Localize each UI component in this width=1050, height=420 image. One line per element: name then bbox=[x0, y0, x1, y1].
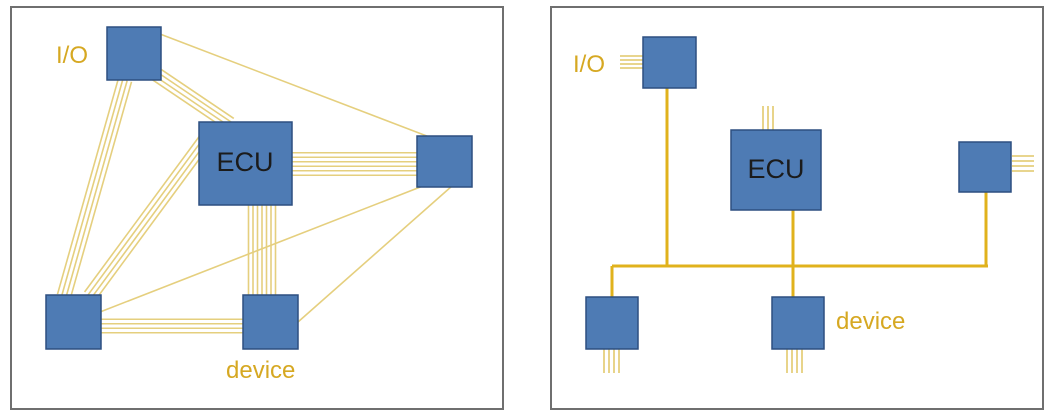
device-node bbox=[772, 297, 824, 349]
right-node-stub bbox=[1012, 156, 1034, 171]
ecu-stub bbox=[763, 106, 773, 130]
bottom-left-stub bbox=[604, 349, 619, 373]
io-node bbox=[643, 37, 696, 88]
right-node bbox=[959, 142, 1011, 192]
io-label: I/O bbox=[56, 42, 89, 69]
bottom-left-node bbox=[586, 297, 638, 349]
ecu-label: ECU bbox=[216, 147, 274, 178]
ecu-label: ECU bbox=[747, 154, 805, 185]
device-stub bbox=[787, 349, 802, 373]
io-stub bbox=[620, 56, 643, 68]
device-label: device bbox=[226, 357, 296, 384]
io-label: I/O bbox=[573, 51, 606, 78]
device-label: device bbox=[836, 308, 906, 335]
